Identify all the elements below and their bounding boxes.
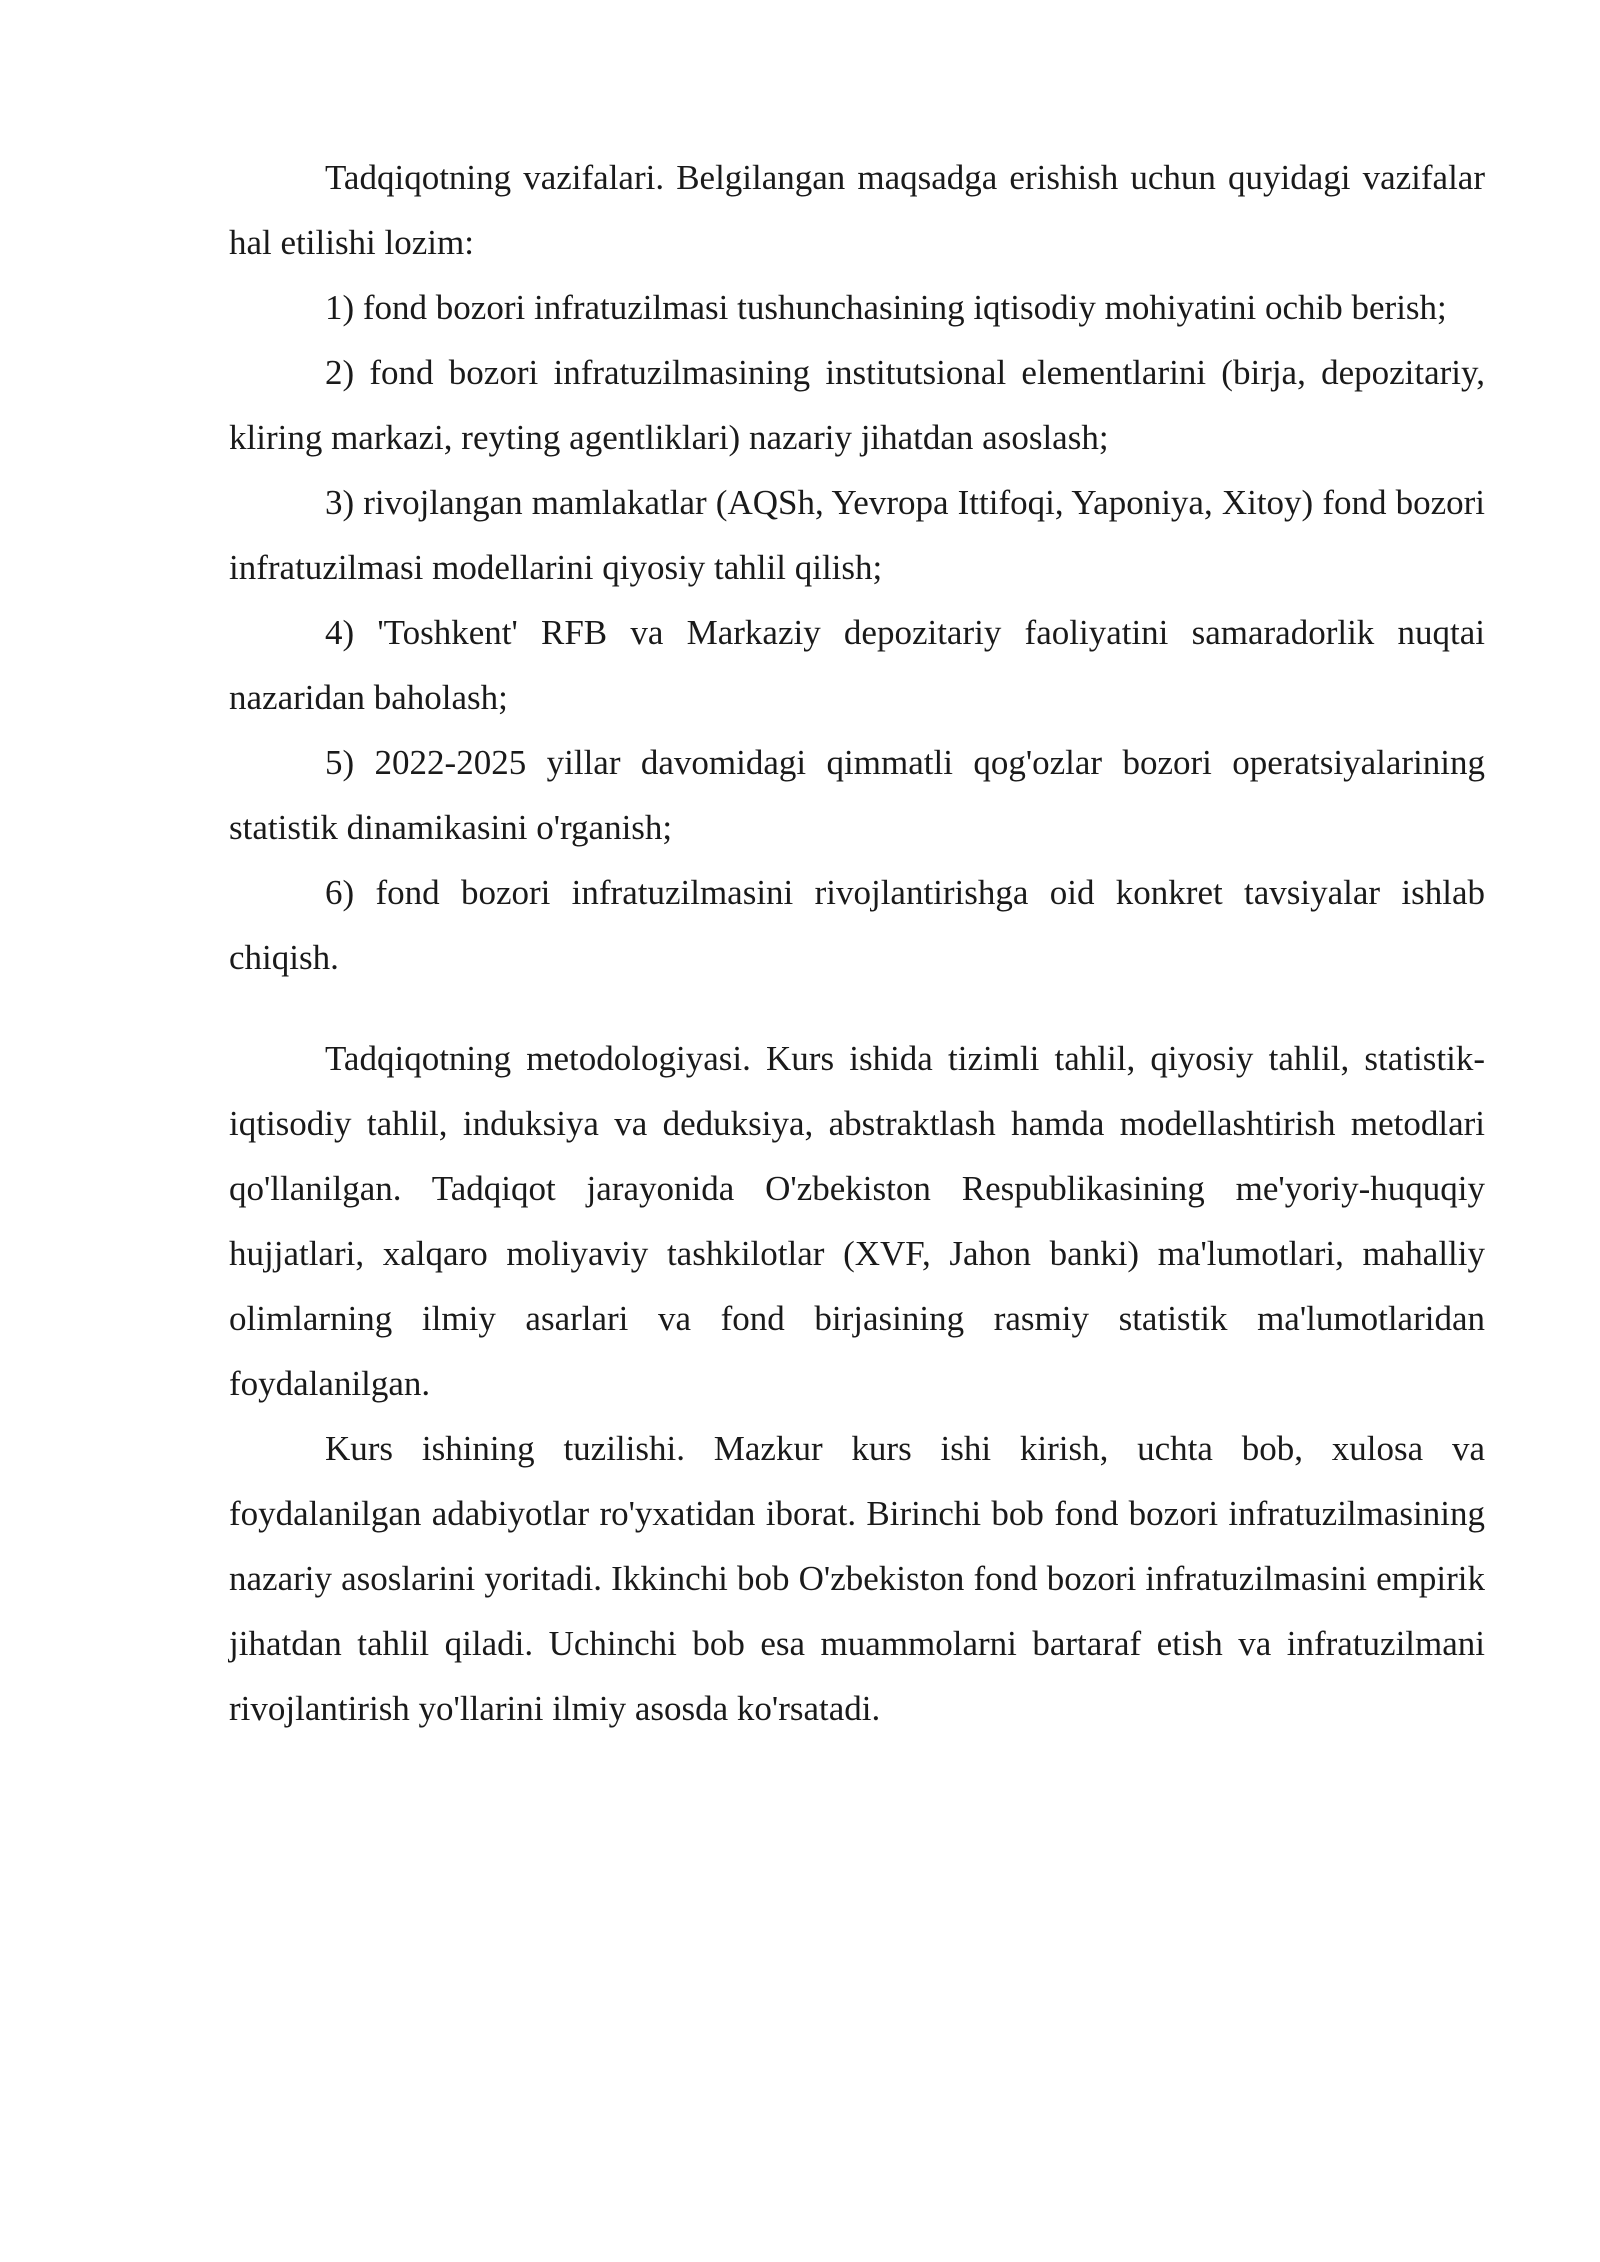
task-item-5: 5) 2022-2025 yillar davomidagi qimmatli qog'ozlar bozori operatsiyalarining statistik dinamikasini o'rganish; xyxy=(229,743,1485,847)
methodology-paragraph: Tadqiqotning metodologiyasi. Kurs ishida tizimli tahlil, qiyosiy tahlil, statistik-iqtisodiy tahlil, induksiya va deduksiya, abstraktlash hamda modellashtirish metodlari qo'llanilgan. Tadqiqot jarayonida O'zbekiston Respublikasining me'yoriy-huquqiy hujjatlari, xalqaro moliyaviy tashkilotlar (XVF, Jahon banki) ma'lumotlari, mahalliy olimlarning ilmiy asarlari va fond birjasining rasmiy statistik ma'lumotlaridan foydalanilgan. xyxy=(229,1039,1485,1403)
task-item-1: 1) fond bozori infratuzilmasi tushunchasining iqtisodiy mohiyatini ochib berish; xyxy=(325,288,1447,327)
task-item-4: 4) 'Toshkent' RFB va Markaziy depozitariy faoliyatini samaradorlik nuqtai nazaridan baholash; xyxy=(229,613,1485,717)
paragraph-spacer xyxy=(229,990,1485,1026)
document-body xyxy=(229,145,1485,1741)
task-item-6: 6) fond bozori infratuzilmasini rivojlantirishga oid konkret tavsiyalar ishlab chiqish. xyxy=(229,873,1485,977)
tasks-intro-paragraph: Tadqiqotning vazifalari. Belgilangan maqsadga erishish uchun quyidagi vazifalar hal etilishi lozim: xyxy=(229,158,1485,262)
task-item-2: 2) fond bozori infratuzilmasining institutsional elementlarini (birja, depozitariy, kliring markazi, reyting agentliklari) nazariy jihatdan asoslash; xyxy=(229,353,1485,457)
structure-paragraph: Kurs ishining tuzilishi. Mazkur kurs ishi kirish, uchta bob, xulosa va foydalanilgan adabiyotlar ro'yxatidan iborat. Birinchi bob fond bozori infratuzilmasining nazariy asoslarini yoritadi. Ikkinchi bob O'zbekiston fond bozori infratuzilmasini empirik jihatdan tahlil qiladi. Uchinchi bob esa muammolarni bartaraf etish va infratuzilmani rivojlantirish yo'llarini ilmiy asosda ko'rsatadi. xyxy=(229,1429,1485,1728)
task-item-3: 3) rivojlangan mamlakatlar (AQSh, Yevropa Ittifoqi, Yaponiya, Xitoy) fond bozori infratuzilmasi modellarini qiyosiy tahlil qilish; xyxy=(229,483,1485,587)
